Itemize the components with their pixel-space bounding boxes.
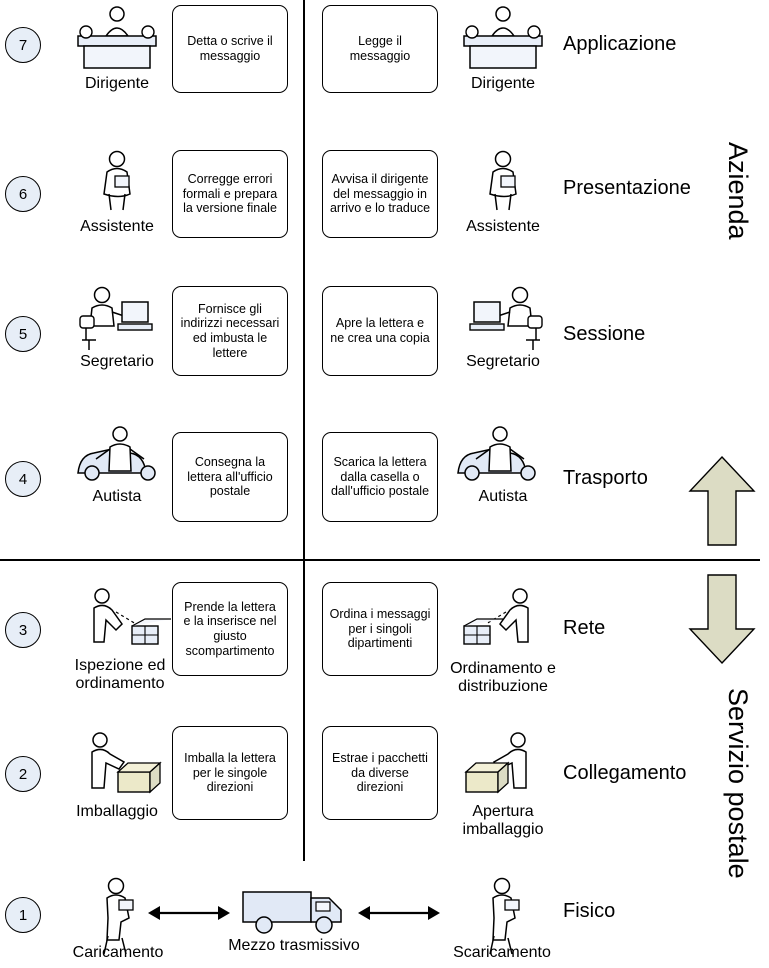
secretary-at-computer-icon <box>76 284 160 354</box>
role-label-layer4-right: Autista <box>478 488 528 505</box>
worker-sorting-mail-icon <box>80 586 166 654</box>
role-label-layer5-left: Segretario <box>80 353 154 370</box>
secretary-at-computer-icon <box>462 284 546 354</box>
worker-unpacking-box-icon <box>458 730 544 798</box>
note-layer7-left: Detta o scrive il messaggio <box>172 5 288 93</box>
note-layer4-right: Scarica la lettera dalla casella o dall'ufficio postale <box>322 432 438 522</box>
role-label-layer3-right: Ordinamento e distribuzione <box>450 660 556 695</box>
note-layer5-left: Fornisce gli indirizzi necessari ed imbusta le lettere <box>172 286 288 376</box>
driver-with-car-icon <box>70 425 170 487</box>
layer-number-3: 3 <box>5 612 41 648</box>
role-label-layer3-left: Ispezione ed ordinamento <box>74 657 166 692</box>
layer-name-trasporto: Trasporto <box>563 467 648 489</box>
worker-packing-box-icon <box>78 730 164 798</box>
note-layer2-right: Estrae i pacchetti da diverse direzioni <box>322 726 438 820</box>
role-label-layer4-left: Autista <box>92 488 142 505</box>
worker-sorting-mail-icon <box>456 586 542 654</box>
note-layer3-right: Ordina i messaggi per i singoli dipartimenti <box>322 582 438 676</box>
assistant-standing-icon <box>95 150 139 212</box>
arrow-down-icon <box>688 573 756 665</box>
assistant-standing-icon <box>481 150 525 212</box>
note-layer2-left: Imballa la lettera per le singole direzioni <box>172 726 288 820</box>
note-layer3-left: Prende la lettera e la inserisce nel giusto scompartimento <box>172 582 288 676</box>
divider-vertical-lower <box>303 561 305 861</box>
layer-name-applicazione: Applicazione <box>563 33 677 55</box>
note-layer4-left: Consegna la lettera all'ufficio postale <box>172 432 288 522</box>
truck-icon <box>240 884 348 938</box>
bidirectional-arrow-left-icon <box>146 900 232 926</box>
note-layer6-left: Corregge errori formali e prepara la versione finale <box>172 150 288 238</box>
role-label-layer6-right: Assistente <box>466 218 540 235</box>
role-label-layer7-left: Dirigente <box>84 75 150 92</box>
manager-at-desk-icon <box>456 4 550 74</box>
role-label-layer1-left: Caricamento <box>72 944 164 961</box>
role-label-layer1-right: Scaricamento <box>453 944 551 961</box>
center-label-layer1: Mezzo trasmissivo <box>228 937 360 954</box>
note-layer5-right: Apre la lettera e ne crea una copia <box>322 286 438 376</box>
layer-number-1: 1 <box>5 897 41 933</box>
layer-number-5: 5 <box>5 316 41 352</box>
role-label-layer7-right: Dirigente <box>470 75 536 92</box>
role-label-layer2-left: Imballaggio <box>76 803 158 820</box>
arrow-up-icon <box>688 455 756 547</box>
side-label-azienda: Azienda <box>723 142 753 240</box>
layer-name-fisico: Fisico <box>563 900 616 922</box>
role-label-layer5-right: Segretario <box>466 353 540 370</box>
bidirectional-arrow-right-icon <box>356 900 442 926</box>
layer-number-2: 2 <box>5 756 41 792</box>
driver-with-car-icon <box>450 425 550 487</box>
role-label-layer2-right: Apertura imballaggio <box>462 803 544 838</box>
layer-name-rete: Rete <box>563 617 606 639</box>
note-layer7-right: Legge il messaggio <box>322 5 438 93</box>
layer-number-7: 7 <box>5 27 41 63</box>
divider-vertical-upper <box>303 0 305 559</box>
role-label-layer6-left: Assistente <box>80 218 154 235</box>
layer-name-sessione: Sessione <box>563 323 646 345</box>
layer-number-6: 6 <box>5 176 41 212</box>
divider-azienda-servizio <box>0 559 760 561</box>
note-layer6-right: Avvisa il dirigente del messaggio in arrivo e lo traduce <box>322 150 438 238</box>
layer-name-presentazione: Presentazione <box>563 177 691 199</box>
layer-number-4: 4 <box>5 461 41 497</box>
side-label-servizio-postale: Servizio postale <box>723 688 753 879</box>
layer-name-collegamento: Collegamento <box>563 762 687 784</box>
manager-at-desk-icon <box>70 4 164 74</box>
